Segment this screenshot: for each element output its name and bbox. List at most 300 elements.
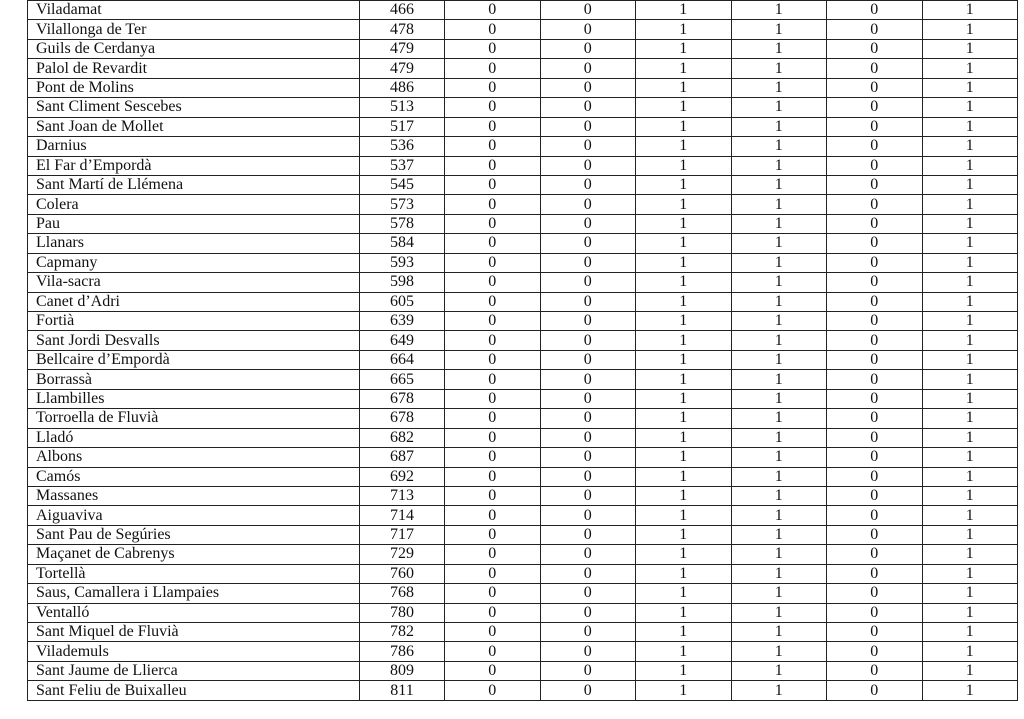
table-row xyxy=(28,623,1018,642)
indicator-cell-2: 0 xyxy=(540,428,636,447)
indicator-cell-5: 0 xyxy=(827,370,923,389)
indicator-cell-3: 1 xyxy=(636,59,732,78)
municipality-name-cell: Vila-sacra xyxy=(28,273,360,292)
indicator-cell-1: 0 xyxy=(445,195,541,214)
table-row xyxy=(28,137,1018,156)
indicator-cell-5: 0 xyxy=(827,234,923,253)
indicator-cell-1: 0 xyxy=(445,78,541,97)
indicator-cell-2: 0 xyxy=(540,1,636,20)
indicator-cell-6: 1 xyxy=(922,273,1018,292)
indicator-cell-3: 1 xyxy=(636,623,732,642)
indicator-cell-1: 0 xyxy=(445,448,541,467)
table-row xyxy=(28,331,1018,350)
indicator-cell-2: 0 xyxy=(540,117,636,136)
indicator-cell-4: 1 xyxy=(731,642,827,661)
indicator-cell-2: 0 xyxy=(540,253,636,272)
indicator-cell-2: 0 xyxy=(540,350,636,369)
indicator-cell-1: 0 xyxy=(445,661,541,680)
indicator-cell-3: 1 xyxy=(636,117,732,136)
indicator-cell-1: 0 xyxy=(445,59,541,78)
indicator-cell-3: 1 xyxy=(636,661,732,680)
table-row xyxy=(28,253,1018,272)
table-body xyxy=(28,1,1018,701)
table-row xyxy=(28,214,1018,233)
municipality-name-cell: Llambilles xyxy=(28,389,360,408)
table-row xyxy=(28,409,1018,428)
indicator-cell-2: 0 xyxy=(540,39,636,58)
indicator-cell-4: 1 xyxy=(731,117,827,136)
table-row xyxy=(28,292,1018,311)
indicator-cell-1: 0 xyxy=(445,214,541,233)
indicator-cell-2: 0 xyxy=(540,506,636,525)
indicator-cell-4: 1 xyxy=(731,273,827,292)
indicator-cell-6: 1 xyxy=(922,137,1018,156)
municipality-name-cell: Sant Climent Sescebes xyxy=(28,98,360,117)
indicator-cell-4: 1 xyxy=(731,486,827,505)
indicator-cell-6: 1 xyxy=(922,39,1018,58)
indicator-cell-4: 1 xyxy=(731,137,827,156)
indicator-cell-6: 1 xyxy=(922,564,1018,583)
population-cell: 537 xyxy=(360,156,445,175)
table-row xyxy=(28,564,1018,583)
indicator-cell-1: 0 xyxy=(445,39,541,58)
table-row xyxy=(28,234,1018,253)
indicator-cell-4: 1 xyxy=(731,331,827,350)
indicator-cell-3: 1 xyxy=(636,467,732,486)
table-row xyxy=(28,525,1018,544)
indicator-cell-1: 0 xyxy=(445,20,541,39)
population-cell: 578 xyxy=(360,214,445,233)
indicator-cell-2: 0 xyxy=(540,20,636,39)
indicator-cell-6: 1 xyxy=(922,486,1018,505)
indicator-cell-5: 0 xyxy=(827,642,923,661)
indicator-cell-3: 1 xyxy=(636,331,732,350)
indicator-cell-2: 0 xyxy=(540,681,636,700)
indicator-cell-4: 1 xyxy=(731,312,827,331)
indicator-cell-6: 1 xyxy=(922,156,1018,175)
indicator-cell-5: 0 xyxy=(827,175,923,194)
indicator-cell-3: 1 xyxy=(636,39,732,58)
population-cell: 687 xyxy=(360,448,445,467)
municipality-name-cell: Pont de Molins xyxy=(28,78,360,97)
indicator-cell-6: 1 xyxy=(922,603,1018,622)
municipality-name-cell: Bellcaire d’Empordà xyxy=(28,350,360,369)
indicator-cell-6: 1 xyxy=(922,642,1018,661)
municipality-name-cell: El Far d’Empordà xyxy=(28,156,360,175)
indicator-cell-5: 0 xyxy=(827,20,923,39)
indicator-cell-6: 1 xyxy=(922,175,1018,194)
indicator-cell-3: 1 xyxy=(636,584,732,603)
population-cell: 598 xyxy=(360,273,445,292)
municipality-name-cell: Saus, Camallera i Llampaies xyxy=(28,584,360,603)
indicator-cell-2: 0 xyxy=(540,175,636,194)
indicator-cell-2: 0 xyxy=(540,78,636,97)
indicator-cell-3: 1 xyxy=(636,486,732,505)
population-cell: 717 xyxy=(360,525,445,544)
municipality-name-cell: Vilallonga de Ter xyxy=(28,20,360,39)
indicator-cell-1: 0 xyxy=(445,98,541,117)
table-row xyxy=(28,175,1018,194)
table-row xyxy=(28,78,1018,97)
municipality-table xyxy=(27,0,1018,701)
indicator-cell-5: 0 xyxy=(827,78,923,97)
population-cell: 466 xyxy=(360,1,445,20)
indicator-cell-4: 1 xyxy=(731,214,827,233)
table-row xyxy=(28,448,1018,467)
table-row xyxy=(28,1,1018,20)
population-cell: 811 xyxy=(360,681,445,700)
indicator-cell-3: 1 xyxy=(636,428,732,447)
indicator-cell-5: 0 xyxy=(827,467,923,486)
indicator-cell-4: 1 xyxy=(731,195,827,214)
population-cell: 536 xyxy=(360,137,445,156)
municipality-name-cell: Massanes xyxy=(28,486,360,505)
indicator-cell-5: 0 xyxy=(827,389,923,408)
table-row xyxy=(28,59,1018,78)
table-row xyxy=(28,428,1018,447)
indicator-cell-4: 1 xyxy=(731,525,827,544)
indicator-cell-1: 0 xyxy=(445,389,541,408)
indicator-cell-6: 1 xyxy=(922,98,1018,117)
table-row xyxy=(28,117,1018,136)
municipality-name-cell: Sant Miquel de Fluvià xyxy=(28,623,360,642)
municipality-name-cell: Camós xyxy=(28,467,360,486)
municipality-name-cell: Torroella de Fluvià xyxy=(28,409,360,428)
indicator-cell-3: 1 xyxy=(636,681,732,700)
indicator-cell-1: 0 xyxy=(445,564,541,583)
indicator-cell-2: 0 xyxy=(540,331,636,350)
population-cell: 713 xyxy=(360,486,445,505)
table-row xyxy=(28,545,1018,564)
indicator-cell-2: 0 xyxy=(540,312,636,331)
indicator-cell-1: 0 xyxy=(445,603,541,622)
table-row xyxy=(28,20,1018,39)
table-row xyxy=(28,98,1018,117)
indicator-cell-3: 1 xyxy=(636,312,732,331)
indicator-cell-1: 0 xyxy=(445,681,541,700)
indicator-cell-1: 0 xyxy=(445,409,541,428)
table-row xyxy=(28,681,1018,700)
indicator-cell-4: 1 xyxy=(731,661,827,680)
table-row xyxy=(28,195,1018,214)
table-row xyxy=(28,273,1018,292)
population-cell: 760 xyxy=(360,564,445,583)
indicator-cell-5: 0 xyxy=(827,39,923,58)
table-row xyxy=(28,506,1018,525)
population-cell: 649 xyxy=(360,331,445,350)
indicator-cell-4: 1 xyxy=(731,564,827,583)
indicator-cell-4: 1 xyxy=(731,623,827,642)
indicator-cell-5: 0 xyxy=(827,525,923,544)
indicator-cell-4: 1 xyxy=(731,428,827,447)
indicator-cell-2: 0 xyxy=(540,623,636,642)
indicator-cell-3: 1 xyxy=(636,273,732,292)
municipality-name-cell: Vilademuls xyxy=(28,642,360,661)
indicator-cell-6: 1 xyxy=(922,623,1018,642)
indicator-cell-4: 1 xyxy=(731,389,827,408)
table-row xyxy=(28,156,1018,175)
indicator-cell-3: 1 xyxy=(636,603,732,622)
municipality-name-cell: Fortià xyxy=(28,312,360,331)
indicator-cell-5: 0 xyxy=(827,545,923,564)
population-cell: 692 xyxy=(360,467,445,486)
indicator-cell-2: 0 xyxy=(540,603,636,622)
indicator-cell-1: 0 xyxy=(445,312,541,331)
indicator-cell-2: 0 xyxy=(540,448,636,467)
indicator-cell-6: 1 xyxy=(922,545,1018,564)
indicator-cell-2: 0 xyxy=(540,661,636,680)
indicator-cell-3: 1 xyxy=(636,350,732,369)
indicator-cell-2: 0 xyxy=(540,156,636,175)
table-row xyxy=(28,486,1018,505)
municipality-name-cell: Canet d’Adri xyxy=(28,292,360,311)
indicator-cell-6: 1 xyxy=(922,409,1018,428)
municipality-name-cell: Capmany xyxy=(28,253,360,272)
population-cell: 678 xyxy=(360,409,445,428)
municipality-name-cell: Llanars xyxy=(28,234,360,253)
municipality-name-cell: Sant Joan de Mollet xyxy=(28,117,360,136)
population-cell: 593 xyxy=(360,253,445,272)
indicator-cell-3: 1 xyxy=(636,448,732,467)
population-cell: 786 xyxy=(360,642,445,661)
indicator-cell-1: 0 xyxy=(445,467,541,486)
population-cell: 665 xyxy=(360,370,445,389)
indicator-cell-6: 1 xyxy=(922,467,1018,486)
indicator-cell-2: 0 xyxy=(540,98,636,117)
indicator-cell-2: 0 xyxy=(540,584,636,603)
table-row xyxy=(28,603,1018,622)
municipality-name-cell: Viladamat xyxy=(28,1,360,20)
indicator-cell-2: 0 xyxy=(540,137,636,156)
indicator-cell-4: 1 xyxy=(731,253,827,272)
table-row xyxy=(28,467,1018,486)
indicator-cell-1: 0 xyxy=(445,156,541,175)
indicator-cell-3: 1 xyxy=(636,137,732,156)
table-row xyxy=(28,584,1018,603)
indicator-cell-5: 0 xyxy=(827,117,923,136)
municipality-name-cell: Sant Martí de Llémena xyxy=(28,175,360,194)
indicator-cell-3: 1 xyxy=(636,253,732,272)
table-row xyxy=(28,312,1018,331)
indicator-cell-1: 0 xyxy=(445,117,541,136)
indicator-cell-4: 1 xyxy=(731,156,827,175)
indicator-cell-5: 0 xyxy=(827,98,923,117)
indicator-cell-2: 0 xyxy=(540,467,636,486)
indicator-cell-1: 0 xyxy=(445,253,541,272)
indicator-cell-5: 0 xyxy=(827,59,923,78)
indicator-cell-4: 1 xyxy=(731,234,827,253)
indicator-cell-6: 1 xyxy=(922,234,1018,253)
indicator-cell-5: 0 xyxy=(827,214,923,233)
indicator-cell-6: 1 xyxy=(922,525,1018,544)
indicator-cell-1: 0 xyxy=(445,175,541,194)
indicator-cell-4: 1 xyxy=(731,20,827,39)
indicator-cell-5: 0 xyxy=(827,137,923,156)
indicator-cell-5: 0 xyxy=(827,661,923,680)
table-row xyxy=(28,661,1018,680)
indicator-cell-4: 1 xyxy=(731,370,827,389)
indicator-cell-2: 0 xyxy=(540,59,636,78)
table-row xyxy=(28,389,1018,408)
indicator-cell-1: 0 xyxy=(445,234,541,253)
indicator-cell-6: 1 xyxy=(922,389,1018,408)
indicator-cell-3: 1 xyxy=(636,409,732,428)
indicator-cell-5: 0 xyxy=(827,292,923,311)
table-row xyxy=(28,350,1018,369)
indicator-cell-3: 1 xyxy=(636,156,732,175)
municipality-table-container xyxy=(27,0,1017,701)
indicator-cell-3: 1 xyxy=(636,642,732,661)
indicator-cell-2: 0 xyxy=(540,195,636,214)
indicator-cell-5: 0 xyxy=(827,156,923,175)
indicator-cell-6: 1 xyxy=(922,584,1018,603)
indicator-cell-3: 1 xyxy=(636,292,732,311)
indicator-cell-6: 1 xyxy=(922,292,1018,311)
indicator-cell-2: 0 xyxy=(540,234,636,253)
municipality-name-cell: Sant Jordi Desvalls xyxy=(28,331,360,350)
indicator-cell-1: 0 xyxy=(445,350,541,369)
municipality-name-cell: Albons xyxy=(28,448,360,467)
municipality-name-cell: Colera xyxy=(28,195,360,214)
indicator-cell-6: 1 xyxy=(922,448,1018,467)
indicator-cell-1: 0 xyxy=(445,331,541,350)
population-cell: 513 xyxy=(360,98,445,117)
indicator-cell-2: 0 xyxy=(540,214,636,233)
indicator-cell-5: 0 xyxy=(827,273,923,292)
municipality-name-cell: Sant Feliu de Buixalleu xyxy=(28,681,360,700)
indicator-cell-6: 1 xyxy=(922,195,1018,214)
indicator-cell-2: 0 xyxy=(540,525,636,544)
municipality-name-cell: Pau xyxy=(28,214,360,233)
indicator-cell-4: 1 xyxy=(731,467,827,486)
municipality-name-cell: Borrassà xyxy=(28,370,360,389)
indicator-cell-5: 0 xyxy=(827,564,923,583)
indicator-cell-5: 0 xyxy=(827,623,923,642)
indicator-cell-1: 0 xyxy=(445,525,541,544)
indicator-cell-2: 0 xyxy=(540,564,636,583)
indicator-cell-3: 1 xyxy=(636,175,732,194)
municipality-name-cell: Sant Pau de Segúries xyxy=(28,525,360,544)
indicator-cell-1: 0 xyxy=(445,545,541,564)
indicator-cell-6: 1 xyxy=(922,117,1018,136)
population-cell: 729 xyxy=(360,545,445,564)
indicator-cell-1: 0 xyxy=(445,370,541,389)
indicator-cell-3: 1 xyxy=(636,564,732,583)
indicator-cell-5: 0 xyxy=(827,603,923,622)
municipality-name-cell: Darnius xyxy=(28,137,360,156)
indicator-cell-6: 1 xyxy=(922,1,1018,20)
municipality-name-cell: Palol de Revardit xyxy=(28,59,360,78)
indicator-cell-6: 1 xyxy=(922,20,1018,39)
table-row xyxy=(28,642,1018,661)
indicator-cell-4: 1 xyxy=(731,350,827,369)
indicator-cell-3: 1 xyxy=(636,20,732,39)
indicator-cell-5: 0 xyxy=(827,350,923,369)
indicator-cell-4: 1 xyxy=(731,584,827,603)
indicator-cell-2: 0 xyxy=(540,370,636,389)
indicator-cell-5: 0 xyxy=(827,331,923,350)
indicator-cell-5: 0 xyxy=(827,428,923,447)
population-cell: 486 xyxy=(360,78,445,97)
table-row xyxy=(28,370,1018,389)
municipality-name-cell: Tortellà xyxy=(28,564,360,583)
population-cell: 573 xyxy=(360,195,445,214)
indicator-cell-3: 1 xyxy=(636,195,732,214)
indicator-cell-6: 1 xyxy=(922,59,1018,78)
indicator-cell-5: 0 xyxy=(827,584,923,603)
indicator-cell-2: 0 xyxy=(540,545,636,564)
indicator-cell-3: 1 xyxy=(636,78,732,97)
indicator-cell-3: 1 xyxy=(636,545,732,564)
population-cell: 714 xyxy=(360,506,445,525)
indicator-cell-6: 1 xyxy=(922,312,1018,331)
indicator-cell-1: 0 xyxy=(445,292,541,311)
indicator-cell-2: 0 xyxy=(540,642,636,661)
municipality-name-cell: Ventalló xyxy=(28,603,360,622)
indicator-cell-6: 1 xyxy=(922,214,1018,233)
table-row xyxy=(28,39,1018,58)
indicator-cell-5: 0 xyxy=(827,486,923,505)
indicator-cell-4: 1 xyxy=(731,545,827,564)
indicator-cell-6: 1 xyxy=(922,370,1018,389)
population-cell: 678 xyxy=(360,389,445,408)
indicator-cell-4: 1 xyxy=(731,409,827,428)
indicator-cell-2: 0 xyxy=(540,292,636,311)
indicator-cell-4: 1 xyxy=(731,681,827,700)
population-cell: 584 xyxy=(360,234,445,253)
indicator-cell-6: 1 xyxy=(922,681,1018,700)
indicator-cell-5: 0 xyxy=(827,1,923,20)
indicator-cell-5: 0 xyxy=(827,195,923,214)
indicator-cell-4: 1 xyxy=(731,292,827,311)
indicator-cell-5: 0 xyxy=(827,506,923,525)
municipality-name-cell: Guils de Cerdanya xyxy=(28,39,360,58)
indicator-cell-6: 1 xyxy=(922,331,1018,350)
municipality-name-cell: Sant Jaume de Llierca xyxy=(28,661,360,680)
indicator-cell-3: 1 xyxy=(636,370,732,389)
indicator-cell-6: 1 xyxy=(922,661,1018,680)
indicator-cell-5: 0 xyxy=(827,448,923,467)
population-cell: 768 xyxy=(360,584,445,603)
indicator-cell-5: 0 xyxy=(827,253,923,272)
indicator-cell-1: 0 xyxy=(445,137,541,156)
indicator-cell-4: 1 xyxy=(731,1,827,20)
indicator-cell-2: 0 xyxy=(540,389,636,408)
population-cell: 664 xyxy=(360,350,445,369)
population-cell: 479 xyxy=(360,39,445,58)
indicator-cell-3: 1 xyxy=(636,525,732,544)
indicator-cell-4: 1 xyxy=(731,603,827,622)
indicator-cell-1: 0 xyxy=(445,428,541,447)
indicator-cell-1: 0 xyxy=(445,506,541,525)
indicator-cell-6: 1 xyxy=(922,506,1018,525)
indicator-cell-4: 1 xyxy=(731,59,827,78)
indicator-cell-1: 0 xyxy=(445,584,541,603)
population-cell: 780 xyxy=(360,603,445,622)
indicator-cell-3: 1 xyxy=(636,389,732,408)
population-cell: 605 xyxy=(360,292,445,311)
indicator-cell-4: 1 xyxy=(731,78,827,97)
indicator-cell-5: 0 xyxy=(827,681,923,700)
indicator-cell-4: 1 xyxy=(731,39,827,58)
population-cell: 545 xyxy=(360,175,445,194)
indicator-cell-4: 1 xyxy=(731,98,827,117)
population-cell: 478 xyxy=(360,20,445,39)
municipality-name-cell: Lladó xyxy=(28,428,360,447)
population-cell: 682 xyxy=(360,428,445,447)
indicator-cell-5: 0 xyxy=(827,312,923,331)
indicator-cell-6: 1 xyxy=(922,428,1018,447)
